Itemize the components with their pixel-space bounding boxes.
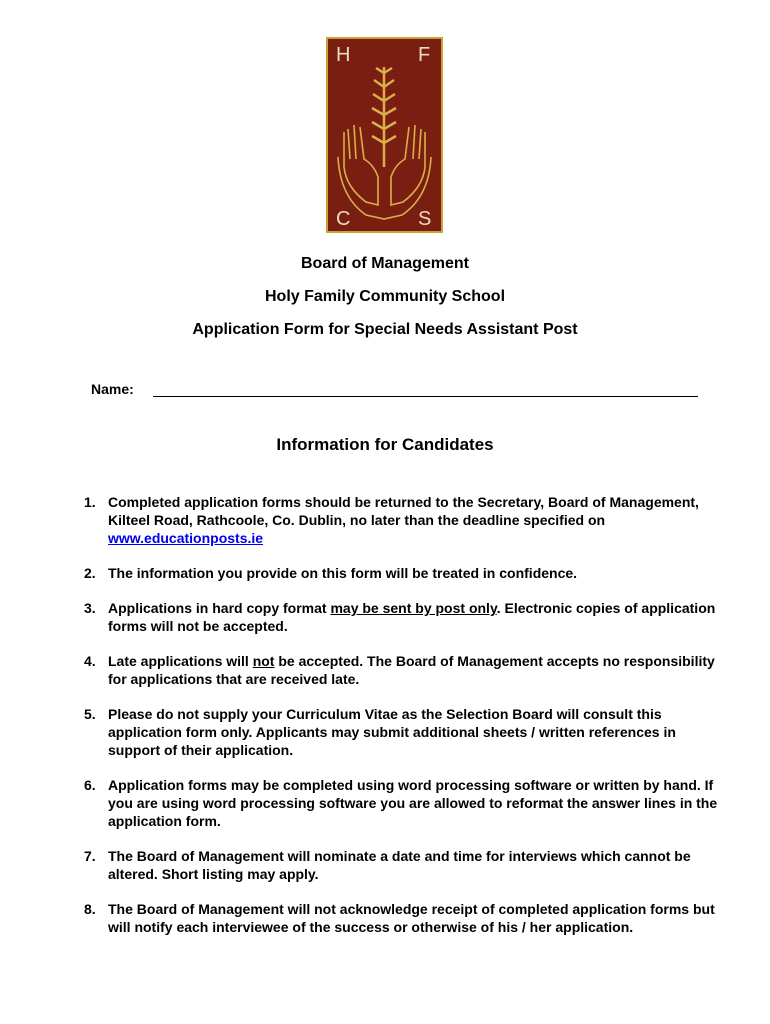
item-text: The information you provide on this form will be treated in confidence. bbox=[108, 565, 578, 581]
info-section-title: Information for Candidates bbox=[276, 435, 494, 454]
list-item bbox=[84, 652, 724, 688]
board-heading: Board of Management bbox=[300, 255, 469, 272]
name-input-line[interactable] bbox=[153, 396, 698, 397]
educationposts-link[interactable]: www.educationposts.ie bbox=[108, 530, 264, 546]
item-number: 6. bbox=[84, 777, 96, 793]
candidate-info-list bbox=[84, 493, 724, 953]
item-number: 2. bbox=[84, 565, 96, 581]
list-item bbox=[84, 564, 724, 582]
item-text: Completed application forms should be returned to the Secretary, Board of Management, Kilteel Road, Rathcoole, Co. Dublin, no later than the deadline specified on bbox=[108, 494, 699, 528]
item-number: 7. bbox=[84, 848, 96, 864]
name-label: Name: bbox=[91, 381, 134, 397]
item-emphasis: not bbox=[252, 653, 275, 669]
item-emphasis: may be sent by post only bbox=[330, 600, 497, 616]
list-item bbox=[84, 599, 724, 635]
form-title: Application Form for Special Needs Assistant Post bbox=[192, 321, 578, 338]
item-text: The Board of Management will nominate a date and time for interviews which cannot be altered. Short listing may apply. bbox=[108, 848, 691, 882]
item-number: 8. bbox=[84, 901, 96, 917]
school-heading: Holy Family Community School bbox=[264, 288, 506, 305]
school-crest-logo bbox=[326, 37, 443, 233]
crest-letter-f: F bbox=[418, 44, 431, 66]
item-number: 3. bbox=[84, 600, 96, 616]
item-text: . Electronic copies of application forms will not be accepted. bbox=[108, 600, 716, 634]
item-number: 1. bbox=[84, 494, 96, 510]
list-item bbox=[84, 776, 724, 830]
item-text: Late applications will bbox=[108, 653, 253, 669]
list-item bbox=[84, 847, 724, 883]
crest-letter-s: S bbox=[418, 208, 432, 230]
item-text: The Board of Management will not acknowledge receipt of completed application forms but will notify each interviewee of the success or otherwise of his / her application. bbox=[108, 901, 715, 935]
item-text: Applications in hard copy format bbox=[108, 600, 331, 616]
item-number: 4. bbox=[84, 653, 96, 669]
item-text: be accepted. The Board of Management accepts no responsibility for applications that are received late. bbox=[108, 653, 715, 687]
item-text: Please do not supply your Curriculum Vitae as the Selection Board will consult this application form only. Applicants may submit additional sheets / written references in support of their application. bbox=[108, 706, 676, 758]
item-number: 5. bbox=[84, 706, 96, 722]
item-text: Application forms may be completed using word processing software or written by hand. If you are using word processing software you are allowed to reformat the answer lines in the application form. bbox=[108, 777, 718, 829]
crest-letter-h: H bbox=[336, 44, 351, 66]
list-item bbox=[84, 900, 724, 936]
crest-letter-c: C bbox=[336, 208, 351, 230]
list-item bbox=[84, 493, 724, 547]
list-item bbox=[84, 705, 724, 759]
